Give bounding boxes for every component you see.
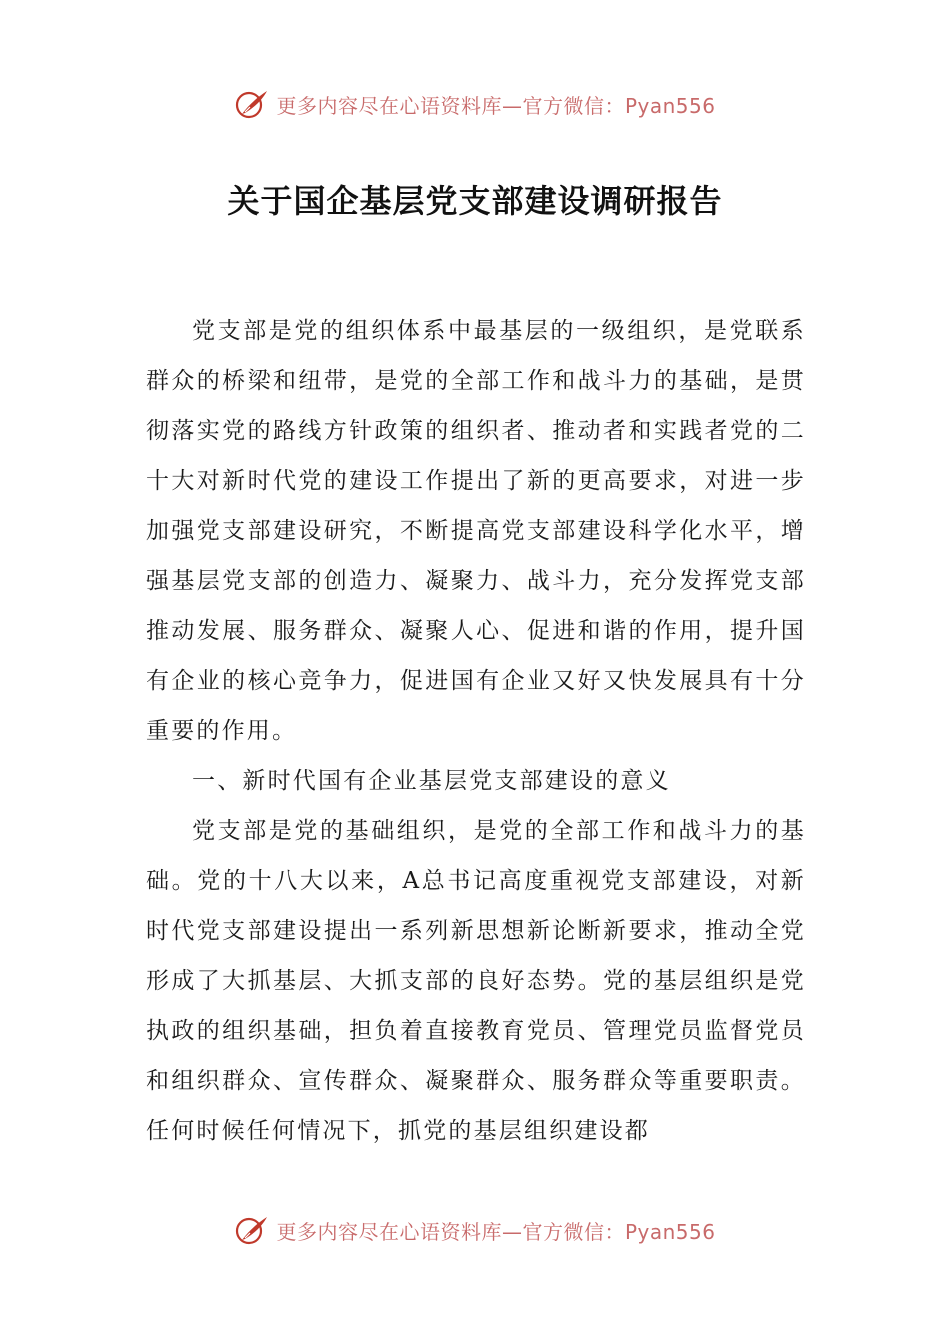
- paragraph-intro: 党支部是党的组织体系中最基层的一级组织，是党联系群众的桥梁和纽带，是党的全部工作和战斗力的基础，是贯彻落实党的路线方针政策的组织者、推动者和实践者党的二十大对新时代党的建设工作提出了新的更高要求，对进一步加强党支部建设研究，不断提高党支部建设科学化水平，增强基层党支部的创造力、凝聚力、战斗力，充分发挥党支部推动发展、服务群众、凝聚人心、促进和谐的作用，提升国有企业的核心竞争力，促进国有企业又好又快发展具有十分重要的作用。: [146, 318, 806, 744]
- quill-pen-circle-icon: [234, 1214, 270, 1246]
- watermark-footer: [0, 1210, 950, 1250]
- document-body: [146, 306, 806, 1156]
- quill-pen-circle-icon: [234, 88, 270, 120]
- watermark-header: [0, 84, 950, 124]
- watermark-text: 更多内容尽在心语资料库—官方微信：Pyan556: [276, 1219, 716, 1244]
- section-heading-1: 一、新时代国有企业基层党支部建设的意义: [192, 768, 671, 794]
- paragraph-section-1: 党支部是党的基础组织，是党的全部工作和战斗力的基础。党的十八大以来，A总书记高度重视党支部建设，对新时代党支部建设提出一系列新思想新论断新要求，推动全党形成了大抓基层、大抓支部的良好态势。党的基层组织是党执政的组织基础，担负着直接教育党员、管理党员监督党员和组织群众、宣传群众、凝聚群众、服务群众等重要职责。任何时候任何情况下，抓党的基层组织建设都: [146, 818, 806, 1144]
- document-title: 关于国企基层党支部建设调研报告: [227, 182, 723, 220]
- watermark-text: 更多内容尽在心语资料库—官方微信：Pyan556: [276, 93, 716, 118]
